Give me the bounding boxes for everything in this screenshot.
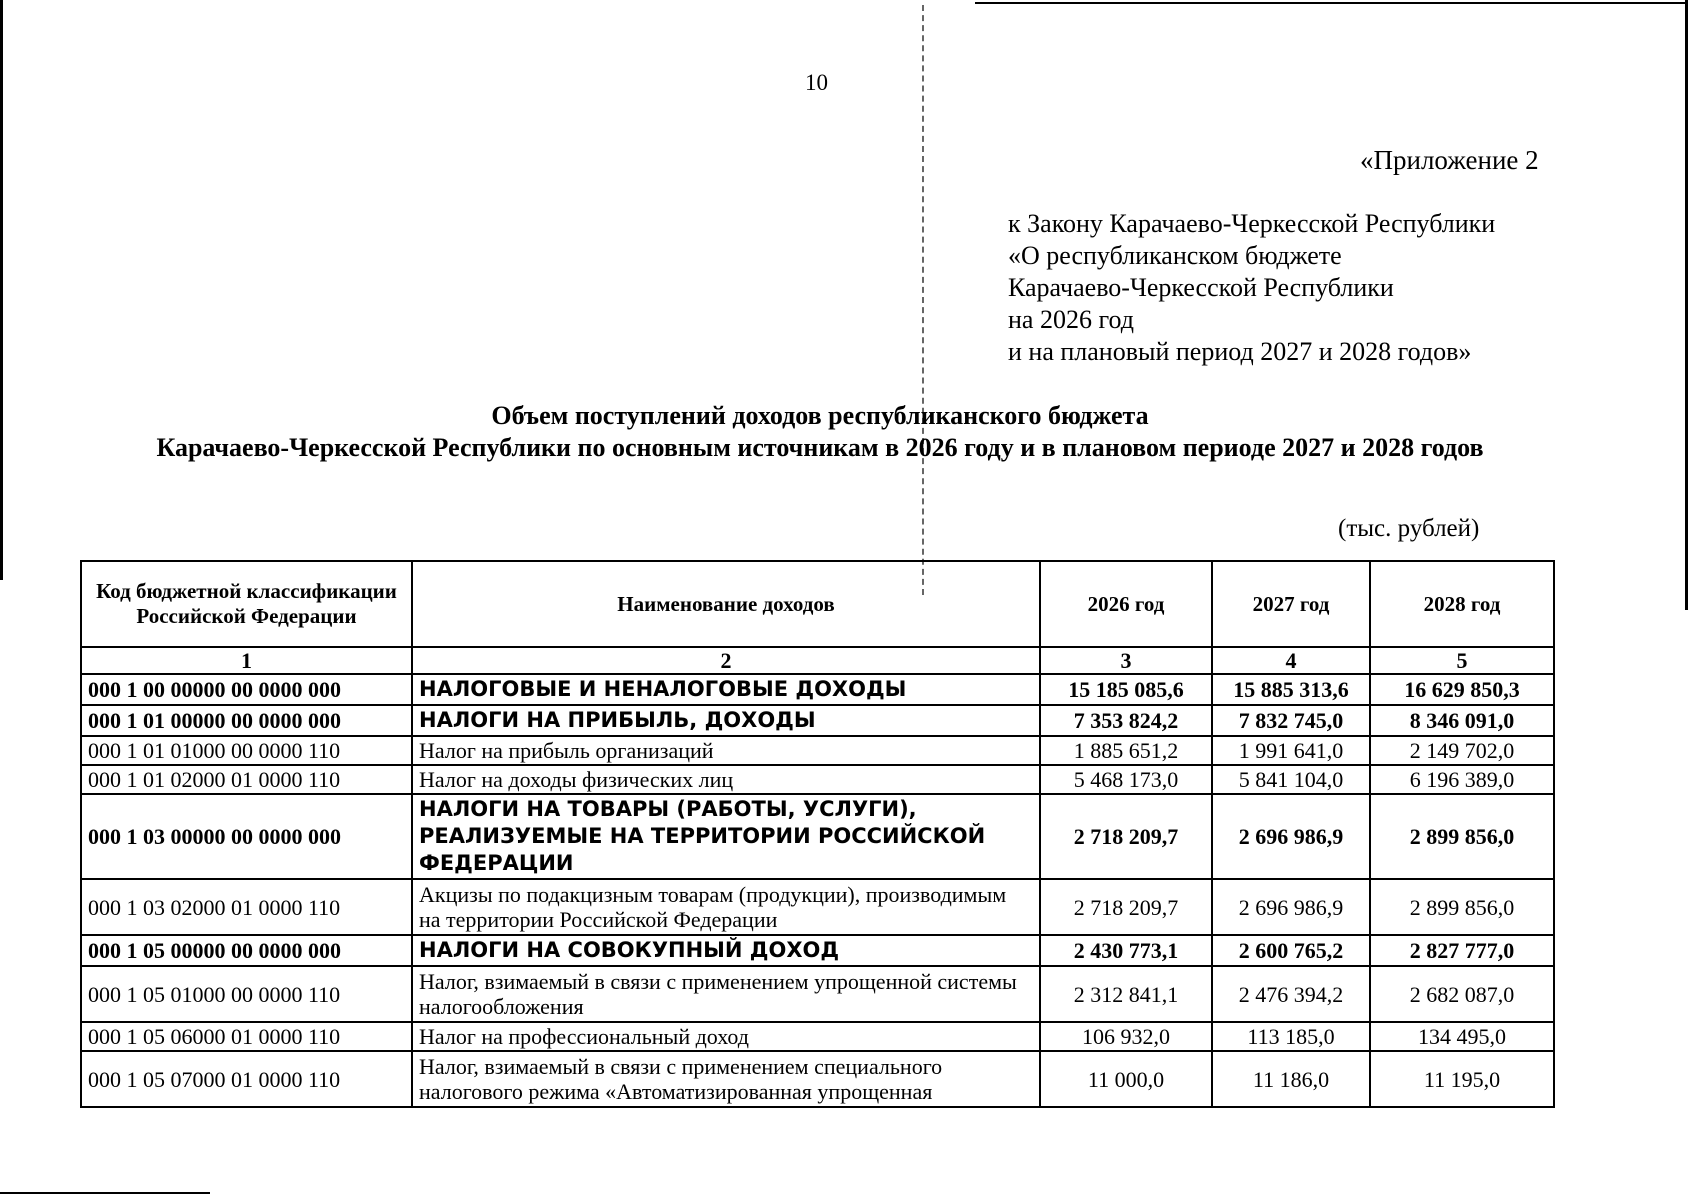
row-value-2027: 5 841 104,0 [1212,765,1370,794]
row-value-2026: 5 468 173,0 [1040,765,1212,794]
row-value-2028: 11 195,0 [1370,1051,1554,1107]
row-value-2026: 2 718 209,7 [1040,879,1212,935]
row-value-2026: 1 885 651,2 [1040,736,1212,765]
row-code: 000 1 05 00000 00 0000 000 [81,935,412,966]
row-value-2027: 2 600 765,2 [1212,935,1370,966]
row-value-2026: 2 430 773,1 [1040,935,1212,966]
row-value-2028: 2 899 856,0 [1370,794,1554,879]
row-name: НАЛОГОВЫЕ И НЕНАЛОГОВЫЕ ДОХОДЫ [412,674,1040,705]
law-reference-line: Карачаево-Черкесской Республики [1008,273,1394,302]
row-name: НАЛОГИ НА ПРИБЫЛЬ, ДОХОДЫ [412,705,1040,736]
row-name: Акцизы по подакцизным товарам (продукции), производимым на территории Российской Федерации [412,879,1040,935]
law-reference [1008,208,1495,368]
law-reference-line: и на плановый период 2027 и 2028 годов» [1008,337,1472,366]
table-row [81,966,1554,1022]
fold-line [922,5,926,595]
row-value-2028: 2 149 702,0 [1370,736,1554,765]
row-value-2027: 7 832 745,0 [1212,705,1370,736]
revenue-table [80,560,1555,1108]
row-value-2028: 134 495,0 [1370,1022,1554,1051]
column-number: 5 [1370,647,1554,674]
row-value-2026: 11 000,0 [1040,1051,1212,1107]
row-value-2028: 8 346 091,0 [1370,705,1554,736]
row-name: Налог, взимаемый в связи с применением специального налогового режима «Автоматизированная упрощенная [412,1051,1040,1107]
appendix-title: «Приложение 2 [1360,145,1539,175]
table-row [81,736,1554,765]
row-value-2026: 15 185 085,6 [1040,674,1212,705]
row-value-2027: 11 186,0 [1212,1051,1370,1107]
row-name: НАЛОГИ НА ТОВАРЫ (РАБОТЫ, УСЛУГИ), РЕАЛИЗУЕМЫЕ НА ТЕРРИТОРИИ РОССИЙСКОЙ ФЕДЕРАЦИИ [412,794,1040,879]
row-name: Налог на доходы физических лиц [412,765,1040,794]
table-row [81,879,1554,935]
row-value-2027: 113 185,0 [1212,1022,1370,1051]
column-number: 4 [1212,647,1370,674]
row-value-2026: 2 312 841,1 [1040,966,1212,1022]
row-value-2027: 15 885 313,6 [1212,674,1370,705]
row-code: 000 1 05 07000 01 0000 110 [81,1051,412,1107]
row-code: 000 1 00 00000 00 0000 000 [81,674,412,705]
scan-border-left [0,0,3,580]
document-title-line: Объем поступлений доходов республиканского бюджета [491,401,1149,430]
row-value-2027: 2 696 986,9 [1212,794,1370,879]
table-row [81,935,1554,966]
scan-border-top [975,2,1688,4]
row-value-2026: 106 932,0 [1040,1022,1212,1051]
document-title [0,400,1640,464]
row-name: НАЛОГИ НА СОВОКУПНЫЙ ДОХОД [412,935,1040,966]
law-reference-line: на 2026 год [1008,305,1134,334]
row-value-2028: 6 196 389,0 [1370,765,1554,794]
table-row [81,1051,1554,1107]
row-code: 000 1 05 06000 01 0000 110 [81,1022,412,1051]
column-number: 3 [1040,647,1212,674]
row-value-2027: 2 476 394,2 [1212,966,1370,1022]
law-reference-line: к Закону Карачаево-Черкесской Республики [1008,209,1496,238]
row-value-2027: 2 696 986,9 [1212,879,1370,935]
units-label: (тыс. рублей) [1338,515,1480,542]
row-code: 000 1 03 00000 00 0000 000 [81,794,412,879]
column-number: 1 [81,647,412,674]
row-name: Налог на профессиональный доход [412,1022,1040,1051]
row-code: 000 1 03 02000 01 0000 110 [81,879,412,935]
table-row [81,765,1554,794]
row-code: 000 1 05 01000 00 0000 110 [81,966,412,1022]
table-row [81,705,1554,736]
row-code: 000 1 01 00000 00 0000 000 [81,705,412,736]
law-reference-line: «О республиканском бюджете [1008,241,1342,270]
row-value-2028: 2 899 856,0 [1370,879,1554,935]
document-title-line: Карачаево-Черкесской Республики по основным источникам в 2026 году и в плановом периоде 2027 и 2028 годов [156,433,1484,462]
column-number: 2 [412,647,1040,674]
table-row [81,674,1554,705]
header-2028: 2028 год [1370,561,1554,647]
row-value-2028: 2 682 087,0 [1370,966,1554,1022]
row-value-2028: 16 629 850,3 [1370,674,1554,705]
row-value-2027: 1 991 641,0 [1212,736,1370,765]
row-name: Налог, взимаемый в связи с применением упрощенной системы налогообложения [412,966,1040,1022]
table-row [81,794,1554,879]
header-name: Наименование доходов [412,561,1040,647]
page-number: 10 [805,70,828,95]
row-value-2026: 7 353 824,2 [1040,705,1212,736]
row-code: 000 1 01 02000 01 0000 110 [81,765,412,794]
row-name: Налог на прибыль организаций [412,736,1040,765]
header-2027: 2027 год [1212,561,1370,647]
scan-line-bottom [0,1192,210,1194]
row-value-2026: 2 718 209,7 [1040,794,1212,879]
table-header-row [81,561,1554,647]
row-code: 000 1 01 01000 00 0000 110 [81,736,412,765]
row-value-2028: 2 827 777,0 [1370,935,1554,966]
header-2026: 2026 год [1040,561,1212,647]
header-code: Код бюджетной классификации Российской Федерации [81,561,412,647]
column-number-row [81,647,1554,674]
table-row [81,1022,1554,1051]
